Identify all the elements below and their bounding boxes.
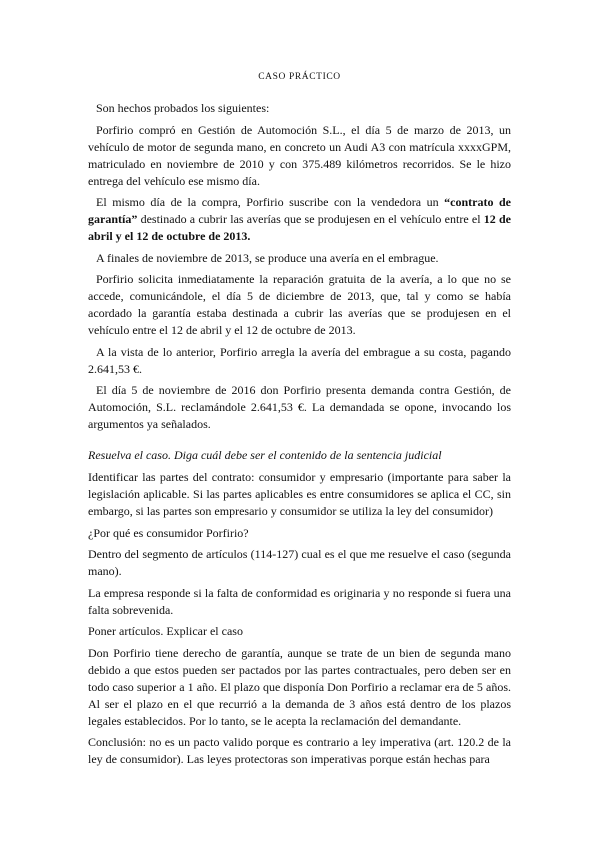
paragraph-lawsuit: El día 5 de noviembre de 2016 don Porfirio presenta demanda contra Gestión, de Automoción, S.L. reclamándole 2.641,53 €. La demandada se opone, invocando los argumentos ya señalados. xyxy=(88,383,511,431)
case-facts xyxy=(88,100,511,433)
answer-parties: Identificar las partes del contrato: consumidor y empresario (importante para saber la legislación aplicable. Si las partes aplicables es entre consumidores se aplica el CC, sin embargo, si las partes son empresario y consumidor se utiliza la ley del consumidor) xyxy=(88,470,511,518)
paragraph-warranty xyxy=(88,194,511,245)
paragraph-intro: Son hechos probados los siguientes: xyxy=(96,101,270,115)
paragraph-request: Porfirio solicita inmediatamente la reparación gratuita de la avería, a lo que no se accede, comunicándole, el día 5 de diciembre de 2013, que, tal y como se había acordado la garantía estaba destinada a cubrir las averías que se produjesen en el vehículo entre el 12 de abril y el 12 de octubre de 2013. xyxy=(88,272,511,337)
warranty-text-a: El mismo día de la compra, Porfirio suscribe con la vendedora un xyxy=(96,195,445,209)
warranty-text-c: destinado a cubrir las averías que se produjesen en el vehículo entre el xyxy=(137,212,484,226)
paragraph-repair: A la vista de lo anterior, Porfirio arregla la avería del embrague a su costa, pagando 2.641,53 €. xyxy=(88,344,511,376)
case-question: Resuelva el caso. Diga cuál debe ser el contenido de la sentencia judicial xyxy=(88,448,442,462)
answer-consumer-question: ¿Por qué es consumidor Porfirio? xyxy=(88,525,249,540)
paragraph-purchase: Porfirio compró en Gestión de Automoción S.L., el día 5 de marzo de 2013, un vehículo de motor de segunda mano, en concreto un Audi A3 con matrícula xxxxGPM, matriculado en noviembre de 2010 y con 375.489 kilómetros recorridos. Se le hizo entrega del vehículo ese mismo día. xyxy=(88,122,511,188)
answer-explain: Poner artículos. Explicar el caso xyxy=(88,624,243,638)
answer-conformity: La empresa responde si la falta de conformidad es originaria y no responde si fuera una falta sobrevenida. xyxy=(88,585,511,617)
paragraph-breakdown: A finales de noviembre de 2013, se produce una avería en el embrague. xyxy=(96,250,439,265)
answer-conclusion: Conclusión: no es un pacto valido porque es contrario a ley imperativa (art. 120.2 de la ley de consumidor). Las leyes protectoras son imperativas porque están hechas para xyxy=(88,735,511,766)
warranty-contract-bold: “contrato de garantía” xyxy=(88,195,512,226)
page-title: CASO PRÁCTICO xyxy=(258,72,341,82)
warranty-dates-bold: 12 de abril y el 12 de octubre de 2013. xyxy=(88,212,512,243)
answer-guarantee: Don Porfirio tiene derecho de garantía, aunque se trate de un bien de segunda mano debido a que estos pueden ser pactados por las partes contractuales, pero deben ser en todo caso superior a 1 año. El plazo que disponía Don Porfirio a reclamar era de 5 años. Al ser el plazo en el que recurrió a la demanda de 3 años está dentro de los plazos legales establecidos. Por lo tanto, se le acepta la reclamación del demandante. xyxy=(88,645,511,728)
case-answer xyxy=(88,469,511,768)
answer-articles: Dentro del segmento de artículos (114-127) cual es el que me resuelve el caso (segunda mano). xyxy=(88,547,511,578)
